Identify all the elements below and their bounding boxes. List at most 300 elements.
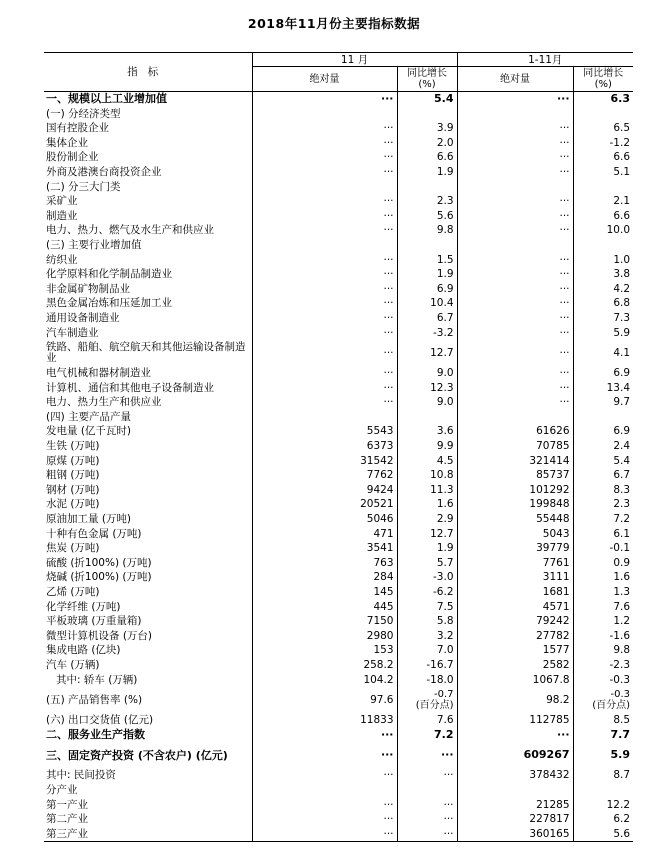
jan-nov-yoy-cell: 1.0 xyxy=(573,253,633,268)
nov-yoy-cell: 1.9 xyxy=(397,541,457,556)
table-row xyxy=(44,497,633,512)
jan-nov-absolute-cell: ··· xyxy=(457,165,573,180)
table-row xyxy=(44,381,633,396)
nov-absolute-cell xyxy=(252,180,397,195)
nov-yoy-cell: 6.9 xyxy=(397,282,457,297)
row-label: 第一产业 xyxy=(46,798,88,811)
jan-nov-yoy-cell: 12.2 xyxy=(573,798,633,813)
jan-nov-yoy-cell: 6.9 xyxy=(573,424,633,439)
jan-nov-absolute-cell: ··· xyxy=(457,282,573,297)
jan-nov-absolute-cell xyxy=(457,410,573,425)
jan-nov-yoy-cell: 6.2 xyxy=(573,812,633,827)
nov-absolute-cell: ··· xyxy=(252,798,397,813)
nov-yoy-cell xyxy=(397,107,457,122)
table-row xyxy=(44,687,633,713)
header-yoy-label: 同比增长 xyxy=(407,68,447,79)
row-label: 其中: 轿车 (万辆) xyxy=(56,673,138,686)
nov-absolute-cell: ··· xyxy=(252,366,397,381)
jan-nov-absolute-cell: ··· xyxy=(457,121,573,136)
nov-yoy-cell: 2.3 xyxy=(397,194,457,209)
jan-nov-yoy-cell: 4.1 xyxy=(573,340,633,366)
table-row xyxy=(44,326,633,341)
jan-nov-absolute-cell: 321414 xyxy=(457,454,573,469)
nov-yoy-cell: 9.8 xyxy=(397,223,457,238)
row-label: 非金属矿物制品业 xyxy=(46,282,130,295)
nov-yoy-cell: ··· xyxy=(397,798,457,813)
header-yoy-unit: (%) xyxy=(594,79,612,90)
table-row xyxy=(44,92,633,107)
nov-yoy-cell: 9.0 xyxy=(397,395,457,410)
table-row xyxy=(44,629,633,644)
table-row xyxy=(44,311,633,326)
nov-yoy-cell: 7.2 xyxy=(397,728,457,743)
jan-nov-yoy-cell: -1.6 xyxy=(573,629,633,644)
jan-nov-yoy-cell: 6.9 xyxy=(573,366,633,381)
table-row xyxy=(44,454,633,469)
row-label: 电力、热力、燃气及水生产和供应业 xyxy=(46,224,214,237)
nov-absolute-cell xyxy=(252,238,397,253)
table-row xyxy=(44,165,633,180)
row-label: 汽车 (万辆) xyxy=(46,658,100,671)
row-label: 计算机、通信和其他电子设备制造业 xyxy=(46,381,214,394)
nov-yoy-cell: 5.8 xyxy=(397,614,457,629)
jan-nov-absolute-cell: ··· xyxy=(457,340,573,366)
jan-nov-yoy-cell: 5.9 xyxy=(573,326,633,341)
jan-nov-yoy-cell: 6.6 xyxy=(573,209,633,224)
table-row xyxy=(44,340,633,366)
table-row xyxy=(44,768,633,783)
nov-yoy-cell: 2.9 xyxy=(397,512,457,527)
header-yoy-unit: (%) xyxy=(418,79,436,90)
jan-nov-absolute-cell: 39779 xyxy=(457,541,573,556)
jan-nov-yoy-cell: 0.9 xyxy=(573,556,633,571)
indicators-table xyxy=(44,52,633,842)
nov-absolute-cell: ··· xyxy=(252,296,397,311)
table-row xyxy=(44,798,633,813)
nov-yoy-cell: -3.2 xyxy=(397,326,457,341)
nov-yoy-cell: 9.9 xyxy=(397,439,457,454)
nov-absolute-cell: ··· xyxy=(252,165,397,180)
nov-yoy-cell: 10.4 xyxy=(397,296,457,311)
jan-nov-yoy-cell: 3.8 xyxy=(573,267,633,282)
nov-absolute-cell: ··· xyxy=(252,768,397,783)
jan-nov-yoy-cell xyxy=(573,783,633,798)
table-row xyxy=(44,395,633,410)
nov-absolute-cell: 20521 xyxy=(252,497,397,512)
table-row xyxy=(44,439,633,454)
jan-nov-absolute-cell: ··· xyxy=(457,253,573,268)
jan-nov-absolute-cell xyxy=(457,107,573,122)
nov-yoy-cell: 4.5 xyxy=(397,454,457,469)
jan-nov-yoy-cell: 2.4 xyxy=(573,439,633,454)
row-label: 纺织业 xyxy=(46,253,78,266)
table-row xyxy=(44,728,633,743)
nov-yoy-cell xyxy=(397,687,457,713)
row-label: 汽车制造业 xyxy=(46,326,99,339)
table-row xyxy=(44,483,633,498)
nov-yoy-cell: -3.0 xyxy=(397,570,457,585)
nov-absolute-cell: 258.2 xyxy=(252,658,397,673)
row-label: 平板玻璃 (万重量箱) xyxy=(46,615,142,628)
nov-yoy-cell: 12.7 xyxy=(397,527,457,542)
nov-absolute-cell xyxy=(252,783,397,798)
table-row xyxy=(44,614,633,629)
row-label: 外商及港澳台商投资企业 xyxy=(46,165,162,178)
table-body xyxy=(44,92,633,842)
nov-yoy-cell: -16.7 xyxy=(397,658,457,673)
nov-absolute-cell: 7762 xyxy=(252,468,397,483)
table-row xyxy=(44,585,633,600)
nov-yoy-cell: 3.6 xyxy=(397,424,457,439)
jan-nov-yoy-cell: 2.1 xyxy=(573,194,633,209)
page-title: 2018年11月份主要指标数据 xyxy=(247,16,421,31)
nov-yoy-cell: 3.2 xyxy=(397,629,457,644)
nov-yoy-cell-value: -0.7 xyxy=(434,689,454,701)
jan-nov-absolute-cell: ··· xyxy=(457,267,573,282)
table-row xyxy=(44,253,633,268)
jan-nov-yoy-cell: 4.2 xyxy=(573,282,633,297)
nov-absolute-cell: 97.6 xyxy=(252,687,397,713)
table-row xyxy=(44,410,633,425)
row-label: 股份制企业 xyxy=(46,151,99,164)
jan-nov-absolute-cell: 27782 xyxy=(457,629,573,644)
jan-nov-yoy-cell: 9.8 xyxy=(573,643,633,658)
jan-nov-yoy-cell: 7.6 xyxy=(573,600,633,615)
jan-nov-yoy-cell xyxy=(573,180,633,195)
jan-nov-absolute-cell: 21285 xyxy=(457,798,573,813)
nov-yoy-cell: 1.5 xyxy=(397,253,457,268)
jan-nov-absolute-cell: ··· xyxy=(457,395,573,410)
nov-absolute-cell: ··· xyxy=(252,194,397,209)
row-label: (四) 主要产品产量 xyxy=(46,410,132,423)
jan-nov-absolute-cell: 5043 xyxy=(457,527,573,542)
jan-nov-absolute-cell: 360165 xyxy=(457,827,573,842)
nov-absolute-cell: ··· xyxy=(252,223,397,238)
nov-absolute-cell: 31542 xyxy=(252,454,397,469)
row-label: 粗钢 (万吨) xyxy=(46,469,100,482)
nov-yoy-cell: 1.6 xyxy=(397,497,457,512)
jan-nov-yoy-cell: 5.1 xyxy=(573,165,633,180)
row-label: 二、服务业生产指数 xyxy=(46,727,145,741)
nov-yoy-cell: 7.6 xyxy=(397,713,457,728)
table-row xyxy=(44,136,633,151)
row-label: (二) 分三大门类 xyxy=(46,180,121,193)
nov-yoy-cell: ··· xyxy=(397,742,457,768)
jan-nov-absolute-cell: ··· xyxy=(457,296,573,311)
jan-nov-absolute-cell: ··· xyxy=(457,311,573,326)
nov-yoy-cell: -18.0 xyxy=(397,673,457,688)
jan-nov-yoy-cell: 5.4 xyxy=(573,454,633,469)
jan-nov-absolute-cell: 609267 xyxy=(457,742,573,768)
jan-nov-yoy-cell: -1.2 xyxy=(573,136,633,151)
jan-nov-absolute-cell: ··· xyxy=(457,136,573,151)
table-row xyxy=(44,194,633,209)
row-label: 第三产业 xyxy=(44,827,252,842)
jan-nov-yoy-cell xyxy=(573,687,633,713)
jan-nov-yoy-cell: 5.9 xyxy=(573,742,633,768)
nov-absolute-cell: ··· xyxy=(252,812,397,827)
row-label: 十种有色金属 (万吨) xyxy=(46,527,142,540)
jan-nov-yoy-cell: 8.5 xyxy=(573,713,633,728)
nov-yoy-cell: 5.7 xyxy=(397,556,457,571)
nov-absolute-cell: 763 xyxy=(252,556,397,571)
nov-absolute-cell: 445 xyxy=(252,600,397,615)
row-label: 黑色金属冶炼和压延加工业 xyxy=(46,297,172,310)
jan-nov-absolute-cell: 4571 xyxy=(457,600,573,615)
nov-absolute-cell: 9424 xyxy=(252,483,397,498)
jan-nov-yoy-cell: 9.7 xyxy=(573,395,633,410)
table-row xyxy=(44,643,633,658)
nov-absolute-cell: 7150 xyxy=(252,614,397,629)
jan-nov-yoy-cell: 5.6 xyxy=(573,827,633,842)
nov-yoy-cell xyxy=(397,238,457,253)
nov-yoy-cell: -6.2 xyxy=(397,585,457,600)
row-label: 通用设备制造业 xyxy=(46,311,120,324)
table-row xyxy=(44,296,633,311)
row-label: 生铁 (万吨) xyxy=(46,440,100,453)
nov-absolute-cell: ··· xyxy=(252,742,397,768)
nov-absolute-cell: ··· xyxy=(252,209,397,224)
row-label: (五) 产品销售率 (%) xyxy=(46,693,143,706)
jan-nov-yoy-cell: 7.2 xyxy=(573,512,633,527)
nov-yoy-cell: 12.3 xyxy=(397,381,457,396)
nov-yoy-cell: 3.9 xyxy=(397,121,457,136)
nov-absolute-cell: ··· xyxy=(252,326,397,341)
table-row xyxy=(44,600,633,615)
jan-nov-absolute-cell: ··· xyxy=(457,728,573,743)
jan-nov-absolute-cell: 101292 xyxy=(457,483,573,498)
row-label: 焦炭 (万吨) xyxy=(46,542,100,555)
jan-nov-absolute-cell: 227817 xyxy=(457,812,573,827)
nov-yoy-cell: 1.9 xyxy=(397,165,457,180)
jan-nov-absolute-cell: ··· xyxy=(457,209,573,224)
nov-yoy-cell: 5.6 xyxy=(397,209,457,224)
jan-nov-absolute-cell: ··· xyxy=(457,381,573,396)
nov-absolute-cell: 5543 xyxy=(252,424,397,439)
jan-nov-absolute-cell: 199848 xyxy=(457,497,573,512)
nov-absolute-cell: 145 xyxy=(252,585,397,600)
row-label: 发电量 (亿千瓦时) xyxy=(46,425,132,438)
nov-yoy-cell: ··· xyxy=(397,812,457,827)
jan-nov-absolute-cell: 70785 xyxy=(457,439,573,454)
nov-absolute-cell: 104.2 xyxy=(252,673,397,688)
table-row xyxy=(44,527,633,542)
nov-absolute-cell: ··· xyxy=(252,121,397,136)
jan-nov-yoy-cell: 6.8 xyxy=(573,296,633,311)
row-label: 制造业 xyxy=(46,209,78,222)
jan-nov-yoy-cell: 6.1 xyxy=(573,527,633,542)
table-row xyxy=(44,658,633,673)
table-row xyxy=(44,570,633,585)
table-row xyxy=(44,180,633,195)
nov-yoy-cell xyxy=(397,180,457,195)
nov-absolute-cell: 6373 xyxy=(252,439,397,454)
nov-absolute-cell: ··· xyxy=(252,311,397,326)
header-jan-nov: 1-11月 xyxy=(457,53,633,67)
nov-yoy-cell: 7.5 xyxy=(397,600,457,615)
nov-yoy-cell: 5.4 xyxy=(397,92,457,107)
jan-nov-yoy-cell xyxy=(573,238,633,253)
table-row xyxy=(44,223,633,238)
row-label: (六) 出口交货值 (亿元) xyxy=(46,714,154,727)
row-label: 三、固定资产投资 (不含农户) (亿元) xyxy=(46,748,228,762)
jan-nov-yoy-cell: -0.3 xyxy=(573,673,633,688)
table-row xyxy=(44,512,633,527)
row-label: 原油加工量 (万吨) xyxy=(46,513,132,526)
row-label: 电力、热力生产和供应业 xyxy=(46,396,162,409)
header-absolute-jan-nov: 绝对量 xyxy=(457,67,573,92)
table-row xyxy=(44,742,633,768)
jan-nov-yoy-cell: 1.6 xyxy=(573,570,633,585)
row-label: 集成电路 (亿块) xyxy=(46,644,121,657)
nov-absolute-cell: ··· xyxy=(252,253,397,268)
header-yoy-nov xyxy=(397,67,457,92)
jan-nov-absolute-cell xyxy=(457,180,573,195)
nov-yoy-cell: 11.3 xyxy=(397,483,457,498)
header-absolute-nov: 绝对量 xyxy=(252,67,397,92)
jan-nov-yoy-cell: 6.6 xyxy=(573,150,633,165)
nov-absolute-cell xyxy=(252,410,397,425)
row-label: 乙烯 (万吨) xyxy=(46,586,100,598)
nov-absolute-cell: 153 xyxy=(252,643,397,658)
nov-absolute-cell: ··· xyxy=(252,92,397,107)
jan-nov-yoy-cell: 6.7 xyxy=(573,468,633,483)
jan-nov-absolute-cell: ··· xyxy=(457,326,573,341)
nov-yoy-cell: 12.7 xyxy=(397,340,457,366)
row-label: 硫酸 (折100%) (万吨) xyxy=(46,556,152,569)
nov-absolute-cell: 2980 xyxy=(252,629,397,644)
table-row xyxy=(44,121,633,136)
nov-absolute-cell: 5046 xyxy=(252,512,397,527)
jan-nov-yoy-cell: 6.3 xyxy=(573,92,633,107)
jan-nov-absolute-cell: 7761 xyxy=(457,556,573,571)
table-row xyxy=(44,556,633,571)
row-label: 化学原料和化学制品制造业 xyxy=(46,268,172,281)
row-label: 水泥 (万吨) xyxy=(46,498,100,511)
nov-absolute-cell: 11833 xyxy=(252,713,397,728)
nov-absolute-cell: ··· xyxy=(252,728,397,743)
row-label: (三) 主要行业增加值 xyxy=(46,238,142,251)
jan-nov-yoy-cell: -0.1 xyxy=(573,541,633,556)
jan-nov-yoy-cell: 8.7 xyxy=(573,768,633,783)
table-row xyxy=(44,209,633,224)
jan-nov-yoy-cell: 6.5 xyxy=(573,121,633,136)
row-label: 采矿业 xyxy=(46,195,78,208)
nov-absolute-cell: ··· xyxy=(252,282,397,297)
nov-yoy-cell: ··· xyxy=(397,768,457,783)
header-nov: 11 月 xyxy=(252,53,457,67)
nov-absolute-cell: ··· xyxy=(252,136,397,151)
jan-nov-yoy-cell: 13.4 xyxy=(573,381,633,396)
table-row xyxy=(44,150,633,165)
jan-nov-absolute-cell: 61626 xyxy=(457,424,573,439)
nov-yoy-cell: 7.0 xyxy=(397,643,457,658)
nov-yoy-cell: 2.0 xyxy=(397,136,457,151)
jan-nov-absolute-cell xyxy=(457,783,573,798)
jan-nov-yoy-cell-unit: (百分点) xyxy=(592,700,631,712)
nov-absolute-cell: ··· xyxy=(252,340,397,366)
nov-absolute-cell: ··· xyxy=(252,395,397,410)
nov-absolute-cell xyxy=(252,107,397,122)
row-label: 钢材 (万吨) xyxy=(46,483,100,496)
row-label: 烧碱 (折100%) (万吨) xyxy=(46,571,152,584)
jan-nov-yoy-cell: 10.0 xyxy=(573,223,633,238)
jan-nov-absolute-cell: 112785 xyxy=(457,713,573,728)
nov-yoy-cell: 6.6 xyxy=(397,150,457,165)
jan-nov-yoy-cell: 7.3 xyxy=(573,311,633,326)
jan-nov-absolute-cell: 378432 xyxy=(457,768,573,783)
table-row xyxy=(44,673,633,688)
jan-nov-absolute-cell: ··· xyxy=(457,223,573,238)
jan-nov-absolute-cell: 2582 xyxy=(457,658,573,673)
jan-nov-yoy-cell: -2.3 xyxy=(573,658,633,673)
table-row xyxy=(44,282,633,297)
jan-nov-absolute-cell: 1577 xyxy=(457,643,573,658)
header-indicator: 指标 xyxy=(44,53,252,92)
jan-nov-absolute-cell: 55448 xyxy=(457,512,573,527)
jan-nov-yoy-cell xyxy=(573,410,633,425)
row-label: (一) 分经济类型 xyxy=(46,107,121,120)
nov-yoy-cell: 10.8 xyxy=(397,468,457,483)
nov-absolute-cell: ··· xyxy=(252,381,397,396)
jan-nov-absolute-cell: 79242 xyxy=(457,614,573,629)
table-row xyxy=(44,107,633,122)
nov-yoy-cell xyxy=(397,783,457,798)
row-label: 微型计算机设备 (万台) xyxy=(46,629,153,642)
row-label: 一、规模以上工业增加值 xyxy=(46,92,167,105)
nov-yoy-cell: 9.0 xyxy=(397,366,457,381)
table-row xyxy=(44,827,633,842)
row-label: 铁路、船舶、航空航天和其他运输设备制造业 xyxy=(46,341,246,365)
jan-nov-absolute-cell xyxy=(457,238,573,253)
jan-nov-absolute-cell: ··· xyxy=(457,194,573,209)
row-label: 化学纤维 (万吨) xyxy=(46,600,121,613)
table-row xyxy=(44,366,633,381)
row-label: 电气机械和器材制造业 xyxy=(46,367,151,380)
table-row xyxy=(44,267,633,282)
nov-yoy-cell-unit: (百分点) xyxy=(415,700,454,712)
table-row xyxy=(44,541,633,556)
jan-nov-yoy-cell: 7.7 xyxy=(573,728,633,743)
table-row xyxy=(44,424,633,439)
nov-yoy-cell: 6.7 xyxy=(397,311,457,326)
row-label: 分产业 xyxy=(46,783,78,796)
jan-nov-yoy-cell: 1.3 xyxy=(573,585,633,600)
table-row xyxy=(44,238,633,253)
jan-nov-absolute-cell: 1681 xyxy=(457,585,573,600)
jan-nov-absolute-cell: 85737 xyxy=(457,468,573,483)
jan-nov-absolute-cell: 3111 xyxy=(457,570,573,585)
row-label: 第二产业 xyxy=(46,813,88,826)
nov-absolute-cell: ··· xyxy=(252,150,397,165)
header-yoy-label: 同比增长 xyxy=(583,68,624,79)
jan-nov-yoy-cell: 1.2 xyxy=(573,614,633,629)
header-yoy-jan-nov xyxy=(573,67,633,92)
jan-nov-absolute-cell: ··· xyxy=(457,366,573,381)
row-label: 集体企业 xyxy=(46,136,88,149)
table-row xyxy=(44,812,633,827)
nov-absolute-cell: 3541 xyxy=(252,541,397,556)
jan-nov-absolute-cell: ··· xyxy=(457,150,573,165)
row-label: 其中: 民间投资 xyxy=(46,769,116,782)
nov-absolute-cell: 471 xyxy=(252,527,397,542)
jan-nov-yoy-cell xyxy=(573,107,633,122)
jan-nov-absolute-cell: 98.2 xyxy=(457,687,573,713)
nov-absolute-cell: ··· xyxy=(252,267,397,282)
nov-yoy-cell: 1.9 xyxy=(397,267,457,282)
jan-nov-yoy-cell: 8.3 xyxy=(573,483,633,498)
table-row xyxy=(44,468,633,483)
